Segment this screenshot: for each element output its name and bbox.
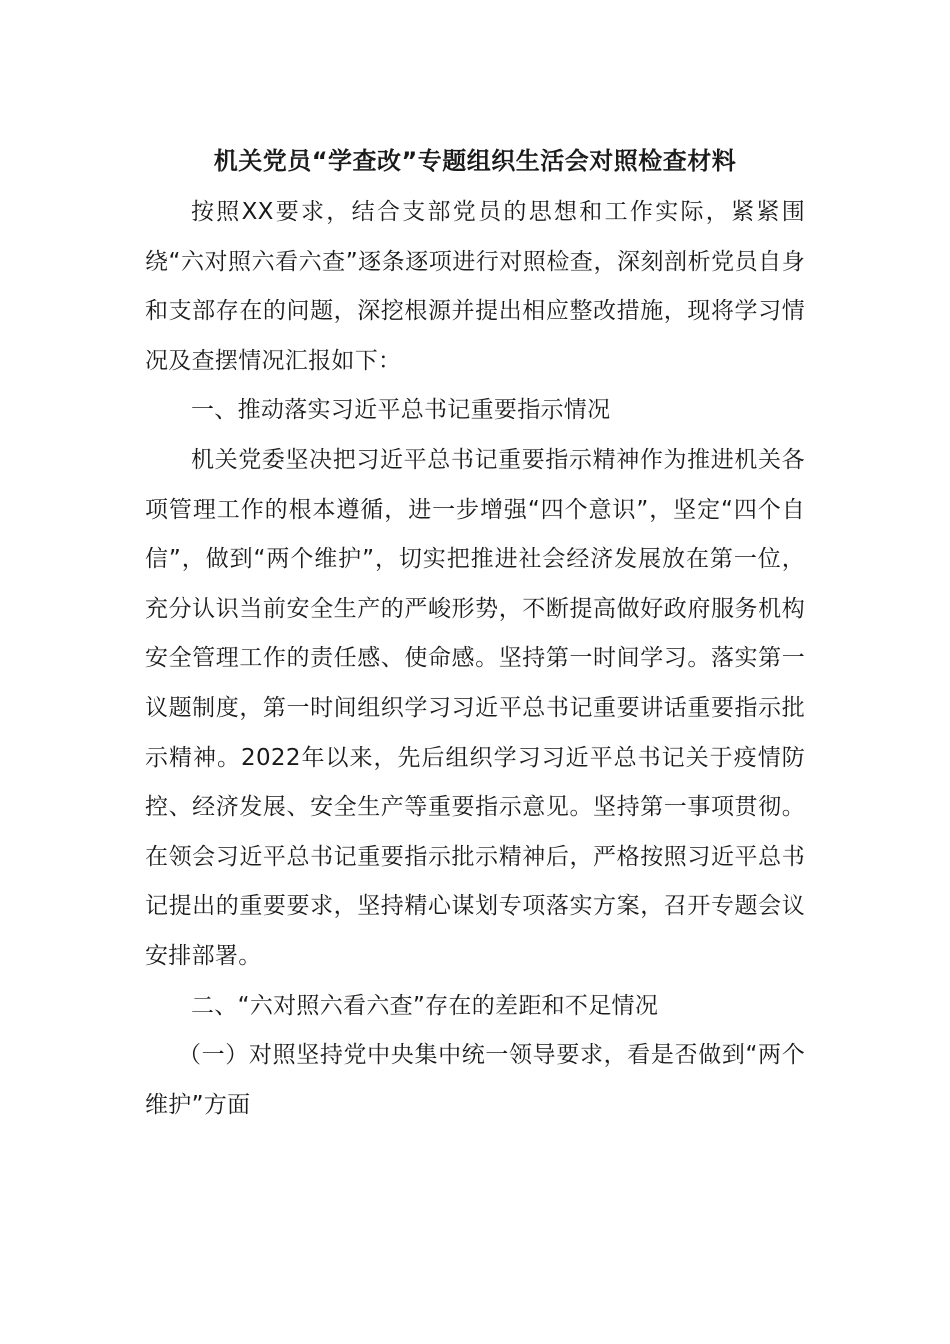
document-body <box>145 188 805 1130</box>
intro-paragraph: 按照XX要求，结合支部党员的思想和工作实际，紧紧围绕“六对照六看六查”逐条逐项进行对照检查，深刻剖析党员自身和支部存在的问题，深挖根源并提出相应整改措施，现将学习情况及查摆情况汇报如下： <box>145 199 805 374</box>
section-1-paragraph: 机关党委坚决把习近平总书记重要指示精神作为推进机关各项管理工作的根本遵循，进一步增强“四个意识”，坚定“四个自信”，做到“两个维护”，切实把推进社会经济发展放在第一位，充分认识当前安全生产的严峻形势，不断提高做好政府服务机构安全管理工作的责任感、使命感。坚持第一时间学习。落实第一议题制度，第一时间组织学习习近平总书记重要讲话重要指示批示精神。2022年以来，先后组织学习习近平总书记关于疫情防控、经济发展、安全生产等重要指示意见。坚持第一事项贯彻。在领会习近平总书记重要指示批示精神后，严格按照习近平总书记提出的重要要求，坚持精心谋划专项落实方案，召开专题会议安排部署。 <box>145 446 805 969</box>
section-2-heading: 二、“六对照六看六查”存在的差距和不足情况 <box>191 992 659 1019</box>
document-title: 机关党员“学查改”专题组织生活会对照检查材料 <box>213 147 737 175</box>
section-2-subheading: （一）对照坚持党中央集中统一领导要求，看是否做到“两个维护”方面 <box>145 1042 805 1118</box>
section-1-heading: 一、推动落实习近平总书记重要指示情况 <box>191 397 611 424</box>
